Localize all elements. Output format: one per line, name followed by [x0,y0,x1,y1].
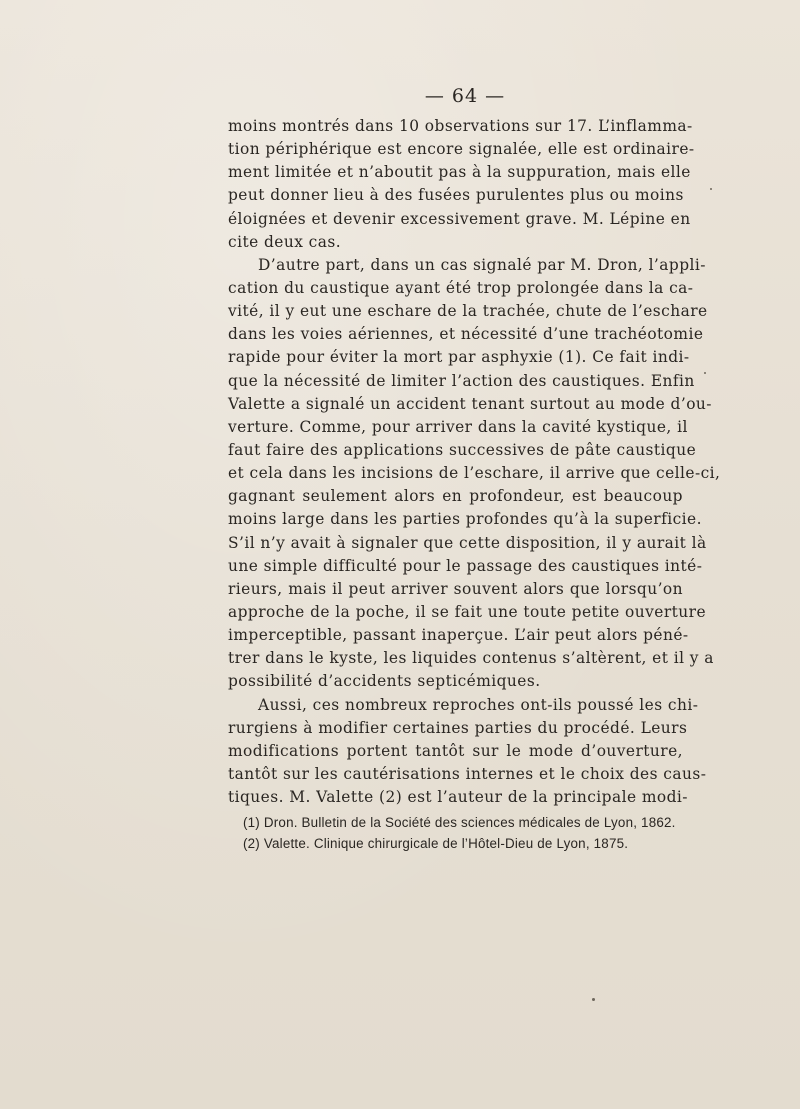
paragraph-start-line: Aussi, ces nombreux reproches ont-ils poussé les chi- [258,695,699,714]
paragraph-start-line: D’autre part, dans un cas signalé par M. Dron, l’appli- [258,255,706,274]
text-line: cation du caustique ayant été trop prolongée dans la ca- [228,278,694,297]
footnote: (2) Valette. Clinique chirurgicale de l’Hôtel-Dieu de Lyon, 1875. [243,836,629,851]
text-line: tion périphérique est encore signalée, elle est ordinaire- [228,140,695,159]
text-line: approche de la poche, il se fait une toute petite ouverture [228,602,707,621]
footnote: (1) Dron. Bulletin de la Société des sciences médicales de Lyon, 1862. [243,815,676,830]
text-line: une simple difficulté pour le passage des caustiques inté- [228,556,703,575]
text-line: tiques. M. Valette (2) est l’auteur de la principale modi- [228,788,688,807]
text-line: ment limitée et n’aboutit pas à la suppuration, mais elle [228,163,691,182]
text-line: peut donner lieu à des fusées purulentes plus ou moins [228,186,684,205]
text-line: rurgiens à modifier certaines parties du procédé. Leurs [228,718,688,737]
text-line: gagnant seulement alors en profondeur, est beaucoup [228,487,683,506]
text-line: rieurs, mais il peut arriver souvent alors que lorsqu’on [228,579,683,598]
ink-speck [710,188,712,190]
ink-speck [592,998,595,1001]
text-line: cite deux cas. [228,232,342,251]
text-line: trer dans le kyste, les liquides contenus s’altèrent, et il y a [228,649,714,668]
text-line: imperceptible, passant inaperçue. L’air peut alors péné- [228,626,689,645]
text-line: éloignées et devenir excessivement grave. M. Lépine en [228,209,691,228]
text-line: Valette a signalé un accident tenant surtout au mode d’ou- [228,394,712,413]
text-line: dans les voies aériennes, et nécessité d’une trachéotomie [228,325,704,344]
text-line: rapide pour éviter la mort par asphyxie (1). Ce fait indi- [228,348,690,367]
text-line: possibilité d’accidents septicémiques. [228,672,541,691]
text-line: S’il n’y avait à signaler que cette disposition, il y aurait là [228,533,707,552]
text-line: moins montrés dans 10 observations sur 17. L’inflamma- [228,117,693,135]
text-line: modifications portent tantôt sur le mode d’ouverture, [228,741,683,760]
text-line: et cela dans les incisions de l’eschare, il arrive que celle-ci, [228,464,721,483]
text-line: moins large dans les parties profondes qu’à la superficie. [228,510,702,529]
footnotes [243,812,683,854]
body-text [228,115,721,809]
ink-speck [704,372,706,374]
text-line: tantôt sur les cautérisations internes et le choix des caus- [228,764,707,783]
text-line: vité, il y eut une eschare de la trachée, chute de l’eschare [228,302,708,321]
text-line: verture. Comme, pour arriver dans la cavité kystique, il [228,417,688,436]
text-line: que la nécessité de limiter l’action des caustiques. Enfin [228,371,695,390]
page-number: — 64 — [424,85,506,107]
text-line: faut faire des applications successives de pâte caustique [228,440,697,459]
